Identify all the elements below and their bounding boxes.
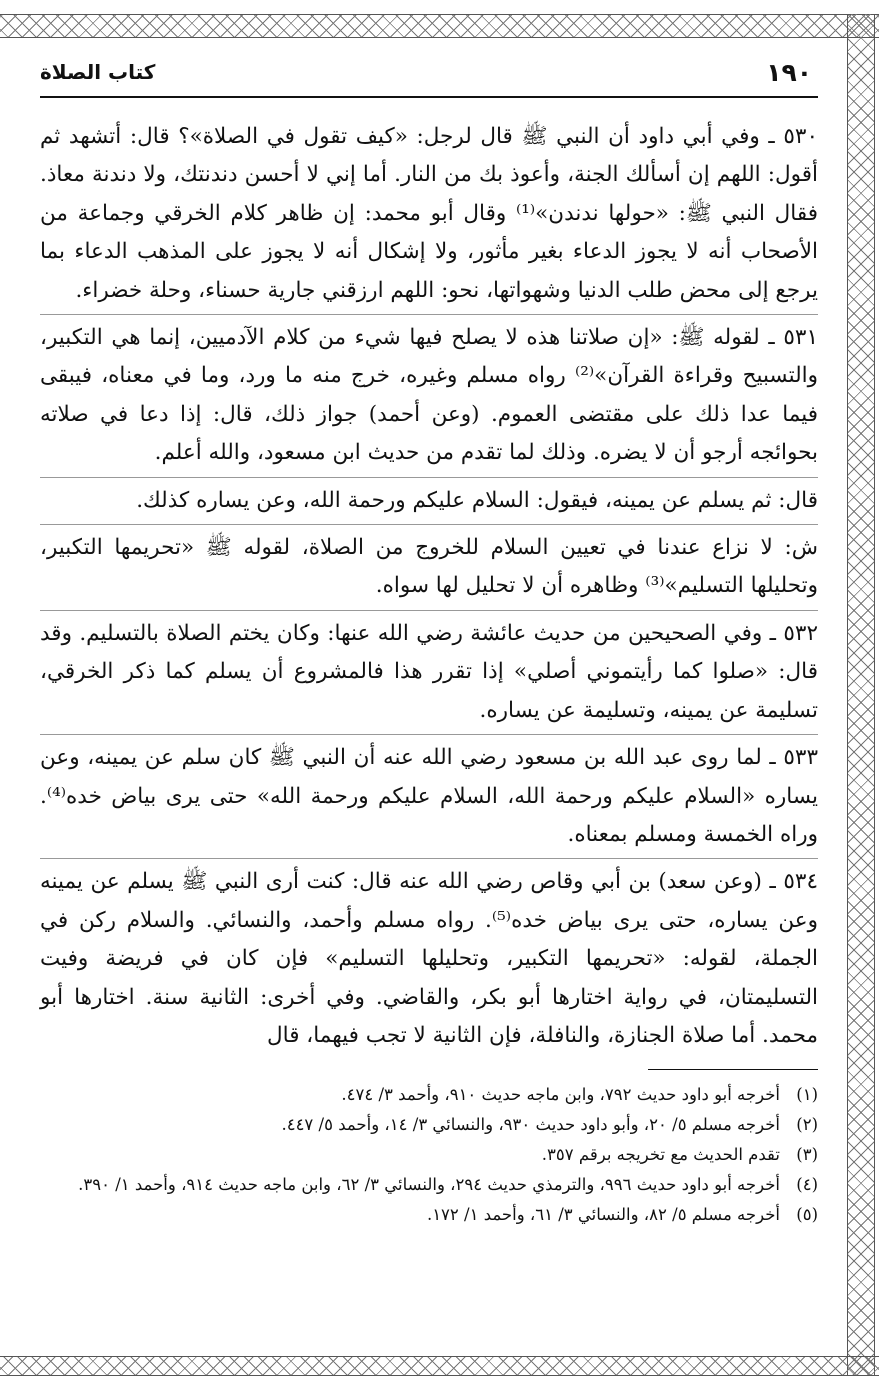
paragraph-531: ٥٣١ ـ لقوله ﷺ: «إن صلاتنا هذه لا يصلح فيها شيء من كلام الآدميين، إنما هي التكبير، والتسبيح وقراءة القرآن»⁽²⁾ رواه مسلم وغيره، خرج منه ما ورد، وما في معناه، فيبقى فيما عدا ذلك على مقتضى العموم. (وعن أحمد) جواز ذلك، قال: إذا دعا في صلاته بحوائجه أرجو أن لا يضره. وذلك لما تقدم من حديث ابن مسعود، والله أعلم. — [40, 314, 818, 473]
decorative-border-right — [847, 14, 875, 1376]
footnote-divider — [648, 1069, 818, 1070]
decorative-border-top — [0, 14, 879, 38]
main-text — [40, 118, 818, 1055]
paragraph-530: ٥٣٠ ـ وفي أبي داود أن النبي ﷺ قال لرجل: «كيف تقول في الصلاة»؟ قال: أتشهد ثم أقول: اللهم إن أسألك الجنة، وأعوذ بك من النار. أما إني لا أحسن دندنتك، ولا دندنة معاذ. فقال النبي ﷺ: «حولها ندندن»⁽¹⁾ وقال أبو محمد: إن ظاهر كلام الخرقي وجماعة من الأصحاب أنه لا يجوز الدعاء بغير مأثور، ولا إشكال أنه لا يجوز على المذهب الدعاء بما يرجع إلى محض طلب الدنيا وشهواتها، نحو: اللهم ارزقني جارية حسناء، وحلة خضراء. — [40, 124, 818, 303]
paragraph-qala: قال: ثم يسلم عن يمينه، فيقول: السلام عليكم ورحمة الله، وعن يساره كذلك. — [40, 477, 818, 520]
paragraph-532: ٥٣٢ ـ وفي الصحيحين من حديث عائشة رضي الله عنها: وكان يختم الصلاة بالتسليم. وقد قال: «صلوا كما رأيتموني أصلي» إذا تقرر هذا فالمشروع أن يسلم كما ذكر الخرقي، تسليمة عن يمينه، وتسليمة عن يساره. — [40, 610, 818, 730]
footnote-text: تقدم الحديث مع تخريجه برقم ٣٥٧. — [541, 1145, 780, 1165]
paragraph-533: ٥٣٣ ـ لما روى عبد الله بن مسعود رضي الله عنه أن النبي ﷺ كان سلم عن يمينه، وعن يساره «السلام عليكم ورحمة الله، السلام عليكم ورحمة الله» حتى يرى بياض خده⁽⁴⁾. وراه الخمسة ومسلم بمعناه. — [40, 734, 818, 854]
running-title: كتاب الصلاة — [40, 60, 156, 84]
footnote-number: (٣) — [796, 1145, 818, 1165]
footnote-text: أخرجه مسلم ٥/ ٨٢، والنسائي ٣/ ٦١، وأحمد ١/ ١٧٢. — [426, 1205, 780, 1225]
footnote-text: أخرجه أبو داود حديث ٧٩٢، وابن ماجه حديث ٩١٠، وأحمد ٣/ ٤٧٤. — [341, 1085, 780, 1105]
book-page — [40, 52, 818, 1342]
footnotes — [40, 1080, 818, 1230]
footnote-text: أخرجه مسلم ٥/ ٢٠، وأبو داود حديث ٩٣٠، والنسائي ٣/ ١٤، وأحمد ٥/ ٤٤٧. — [281, 1115, 780, 1135]
page-header — [40, 52, 818, 98]
footnote-number: (٢) — [796, 1115, 818, 1135]
page-number: ١٩٠ — [766, 58, 812, 87]
footnote-2 — [40, 1110, 818, 1140]
footnote-number: (٥) — [796, 1205, 818, 1225]
paragraph-534: ٥٣٤ ـ (وعن سعد) بن أبي وقاص رضي الله عنه قال: كنت أرى النبي ﷺ يسلم عن يمينه وعن يساره، حتى يرى بياض خده⁽⁵⁾. رواه مسلم وأحمد، والنسائي. والسلام ركن في الجملة، لقوله: «تحريمها التكبير، وتحليلها التسليم» فإن كان في فريضة وفيت التسليمتان، في رواية اختارها أبو بكر، والقاضي. وفي أخرى: الثانية سنة. اختارها أبو محمد. أما صلاة الجنازة، والنافلة، فإن الثانية لا تجب فيهما، قال — [40, 858, 818, 1055]
footnote-5 — [40, 1200, 818, 1230]
paragraph-sharh: ش: لا نزاع عندنا في تعيين السلام للخروج من الصلاة، لقوله ﷺ «تحريمها التكبير، وتحليلها التسليم»⁽³⁾ وظاهره أن لا تحليل لها سواه. — [40, 524, 818, 606]
decorative-border-bottom — [0, 1356, 879, 1376]
footnote-4 — [40, 1170, 818, 1200]
footnote-number: (١) — [796, 1085, 818, 1105]
footnote-number: (٤) — [796, 1175, 818, 1195]
footnote-1 — [40, 1080, 818, 1110]
footnote-text: أخرجه أبو داود حديث ٩٩٦، والترمذي حديث ٢٩٤، والنسائي ٣/ ٦٢، وابن ماجه حديث ٩١٤، وأحمد ١/ ٣٩٠. — [78, 1175, 780, 1195]
footnote-3 — [40, 1140, 818, 1170]
